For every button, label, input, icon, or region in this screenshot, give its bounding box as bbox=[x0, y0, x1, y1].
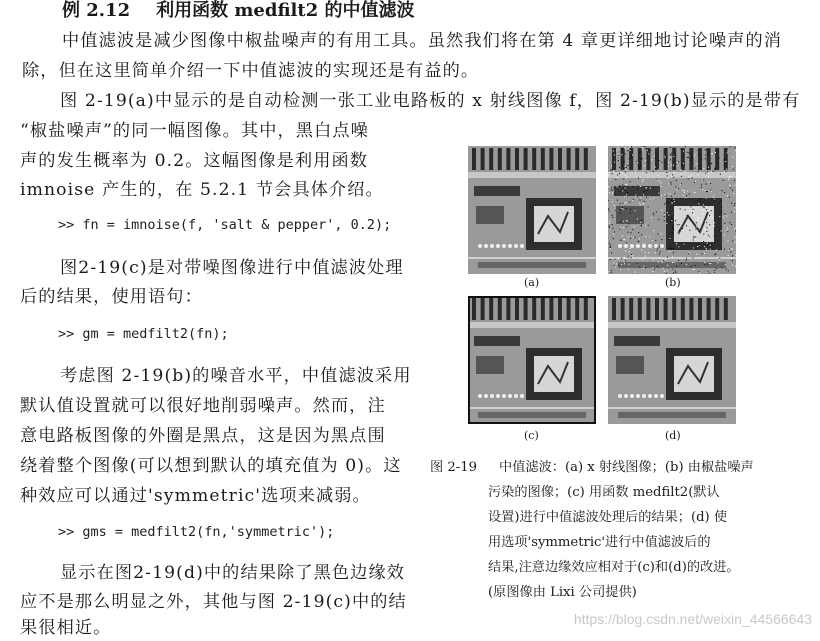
example-title: 利用函数 medfilt2 的中值滤波 bbox=[156, 0, 414, 21]
figure-2-19 bbox=[468, 146, 736, 446]
para2-line-2: 后的结果，使用语句： bbox=[20, 284, 203, 310]
circuit-board-a bbox=[468, 146, 596, 274]
para4-line-1: 显示在图2-19(d)中的结果除了黑色边缘效 bbox=[60, 560, 405, 586]
para3-line-5: 种效应可以通过'symmetric'选项来减弱。 bbox=[20, 483, 371, 509]
code-symmetric: >> gms = medfilt2(fn,'symmetric'); bbox=[58, 524, 334, 540]
panel-d-image bbox=[608, 296, 736, 424]
figure-caption-line-5: 结果,注意边缘效应相对于(c)和(d)的改进。 bbox=[488, 556, 740, 580]
code-medfilt2: >> gm = medfilt2(fn); bbox=[58, 326, 229, 342]
panel-a-image bbox=[468, 146, 596, 274]
panel-c-image bbox=[468, 296, 596, 424]
para2-line-1: 图2-19(c)是对带噪图像进行中值滤波处理 bbox=[60, 255, 404, 281]
panel-c-label: (c) bbox=[524, 429, 539, 442]
para3-line-1: 考虑图 2-19(b)的噪音水平，中值滤波采用 bbox=[60, 363, 412, 389]
panel-d-label: (d) bbox=[665, 429, 681, 442]
figure-caption-text-1: 中值滤波：(a) x 射线图像；(b) 由椒盐噪声 bbox=[499, 460, 754, 475]
example-label: 例 2.12 bbox=[62, 0, 130, 21]
section-heading bbox=[62, 0, 415, 22]
intro-line-3: 图 2-19(a)中显示的是自动检测一张工业电路板的 x 射线图像 f，图 2-19(b)显示的是带有 bbox=[60, 88, 800, 114]
intro-line-5: 声的发生概率为 0.2。这幅图像是利用函数 bbox=[20, 148, 368, 174]
figure-caption-line-4: 用选项'symmetric'进行中值滤波后的 bbox=[488, 531, 711, 555]
para3-line-4: 绕着整个图像(可以想到默认的填充值为 0)。这 bbox=[20, 453, 402, 479]
para4-line-2: 应不是那么明显之外，其他与图 2-19(c)中的结 bbox=[20, 589, 407, 615]
panel-a-label: (a) bbox=[524, 276, 539, 289]
panel-b-label: (b) bbox=[665, 276, 681, 289]
figure-caption-line-3: 设置)进行中值滤波处理后的结果；(d) 使 bbox=[488, 506, 727, 530]
figure-caption-line-6: (原图像由 Lixi 公司提供) bbox=[488, 581, 637, 605]
circuit-board-d bbox=[608, 296, 736, 424]
intro-line-1: 中值滤波是减少图像中椒盐噪声的有用工具。虽然我们将在第 4 章更详细地讨论噪声的消 bbox=[62, 28, 782, 54]
circuit-board-b bbox=[608, 146, 736, 274]
figure-caption-line-2: 污染的图像；(c) 用函数 medfilt2(默认 bbox=[488, 481, 720, 505]
figure-caption-line-1 bbox=[430, 456, 754, 480]
para4-line-3: 果很相近。 bbox=[20, 615, 111, 641]
figure-caption-label: 图 2-19 bbox=[430, 460, 477, 475]
para3-line-3: 意电路板图像的外圈是黑点，这是因为黑点围 bbox=[20, 423, 386, 449]
watermark: https://blog.csdn.net/weixin_44566643 bbox=[574, 611, 812, 627]
code-imnoise: >> fn = imnoise(f, 'salt & pepper', 0.2); bbox=[58, 217, 391, 233]
para3-line-2: 默认值设置就可以很好地削弱噪声。然而，注 bbox=[20, 393, 386, 419]
circuit-board-c bbox=[468, 296, 596, 424]
intro-line-2: 除，但在这里简单介绍一下中值滤波的实现还是有益的。 bbox=[22, 58, 479, 84]
intro-line-4: “椒盐噪声”的同一幅图像。其中，黑白点噪 bbox=[20, 118, 369, 144]
panel-b-image bbox=[608, 146, 736, 274]
intro-line-6: imnoise 产生的，在 5.2.1 节会具体介绍。 bbox=[20, 177, 384, 203]
